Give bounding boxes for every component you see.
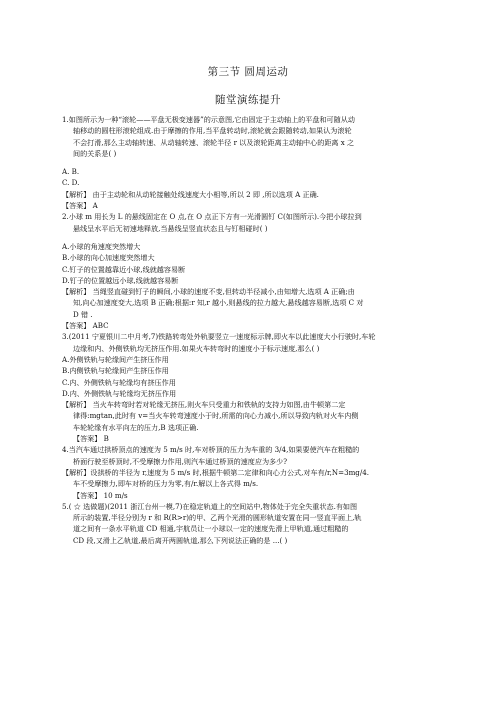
q2-analysis-1: 【解析】 当绳竖直碰到钉子的瞬间,小球的速度不变,但转动半径减小,由知增大,选项 A 正确;由	[62, 287, 355, 297]
exercise-content	[62, 114, 442, 546]
q5-line-3: 道之间有一条水平轨道 CD 相通,宇航员让一小球以一定的速度先滑上甲轨道,通过粗糙的	[73, 524, 349, 534]
q3-option-b: B.内侧铁轨与轮缘间产生挤压作用	[62, 366, 169, 376]
q4-line-2: 桥面行驶至桥顶时,不受摩擦力作用,则汽车通过桥顶的速度应为多少?	[73, 456, 288, 466]
q2-line-2: 悬线呈水平后无初速地释放,当悬线呈竖直状态且与钉相碰时( )	[73, 223, 268, 233]
q3-analysis-2: 律得:mgtan,此时有 v=当火车转弯速度小于时,所需的向心力减小,所以导致内轨对火车内侧	[73, 411, 359, 421]
q1-line-4: 间的关系是( )	[73, 148, 117, 158]
q3-option-c: C.内、外侧铁轨与轮缘均有挤压作用	[62, 377, 176, 387]
q5-line-2: 所示的装置,半径分别为 r 和 R(R>r)的甲、乙两个光滑的圆形轨道安置在同一竖直平面上,轨	[73, 513, 362, 523]
q2-line-1: 2.小球 m 用长为 L 的悬线固定在 O 点,在 O 点正下方有一光滑圆钉 C(如图所示).今把小球拉到	[62, 212, 362, 222]
q3-line-2: 边缘和内、外侧铁轨均无挤压作用.如果火车转弯时的速度小于标示速度,那么( )	[73, 343, 320, 353]
q3-option-d: D.内、外侧铁轨与轮缘均无挤压作用	[62, 388, 177, 398]
q3-line-1: 3.(2011 宁夏银川二中月考,7)铁路转弯处外轨要竖立一速度标示牌,即火车以此速度大小行驶时,车轮	[62, 332, 376, 342]
q2-analysis-2: 知,向心加速度变大,选项 B 正确;根据:r 知,r 越小,则悬线的拉力越大,悬线越容易断,选项 C 对	[73, 298, 364, 308]
q2-option-a: A.小球的角速度突然增大	[62, 241, 141, 251]
q4-analysis-1: 【解析】设拱桥的半径为 r,速度为 5 m/s 时,根据牛顿第二定律和向心力公式,对车有/r,N=3mg/4.	[62, 467, 370, 477]
q1-line-3: 不会打滑,那么主动轴转速、从动轴转速、滚轮半径 r 以及滚轮距离主动轴中心的距离 x 之	[73, 137, 355, 147]
q4-analysis-2: 车不受摩擦力,即车对桥的压力为零,有/r.解以上各式得 m/s.	[73, 479, 259, 489]
q3-answer: 【答案】 B	[73, 434, 109, 444]
subtitle: 随堂演练提升	[215, 94, 281, 106]
q2-analysis-3: D 错 .	[73, 309, 93, 319]
q2-option-c: C.钉子的位置越靠近小球,线就越容易断	[62, 264, 186, 274]
q1-answer: 【答案】 A	[62, 201, 98, 211]
q1-line-2: 轴移动的圆柱形滚轮组成.由于摩擦的作用,当平盘转动时,滚轮就会跟随转动,如果认为滚轮	[73, 126, 352, 136]
q1-options-ab: A. B.	[62, 167, 80, 177]
q1-analysis: 【解析】 由于主动轮和从动轮接触处线速度大小相等,所以 2 即 ,所以选项 A 正确.	[62, 189, 319, 199]
q5-line-1: 5.( ☆ 选做题)(2011 浙江台州一模,7)在稳定轨道上的空间站中,物体处于完全失重状态.有如图	[62, 501, 358, 511]
q3-analysis-1: 【解析】 当火车转弯时若对轮缘无挤压,则火车只受重力和铁轨的支持力如图,由牛顿第二定	[62, 400, 346, 410]
q4-line-1: 4.当汽车通过拱桥顶点的速度为 5 m/s 时,车对桥顶的压力为车重的 3/4,如果要使汽车在粗糙的	[62, 445, 360, 455]
q2-option-d: D.钉子的位置越远小球,线就越容易断	[62, 275, 179, 285]
q3-option-a: A.外侧铁轨与轮缘间产生挤压作用	[62, 354, 169, 364]
q2-option-b: B.小球的向心加速度突然增大	[62, 253, 155, 263]
q3-analysis-3: 车轮轮缘有水平向左的压力,B 选项正确.	[73, 422, 199, 432]
q2-answer: 【答案】 ABC	[62, 321, 109, 331]
section-title: 第三节 圆周运动	[207, 66, 289, 78]
q1-line-1: 1.如图所示为一种“滚轮——平盘无极变速器”的示意图,它由固定于主动轴上的平盘和可随从动	[62, 115, 355, 124]
q4-answer: 【答案】 10 m/s	[73, 490, 128, 500]
q1-options-cd: C. D.	[62, 178, 80, 188]
q5-line-4: CD 段,又滑上乙轨道,最后离开两圆轨道,那么下列说法正确的是 ...( )	[73, 535, 288, 545]
